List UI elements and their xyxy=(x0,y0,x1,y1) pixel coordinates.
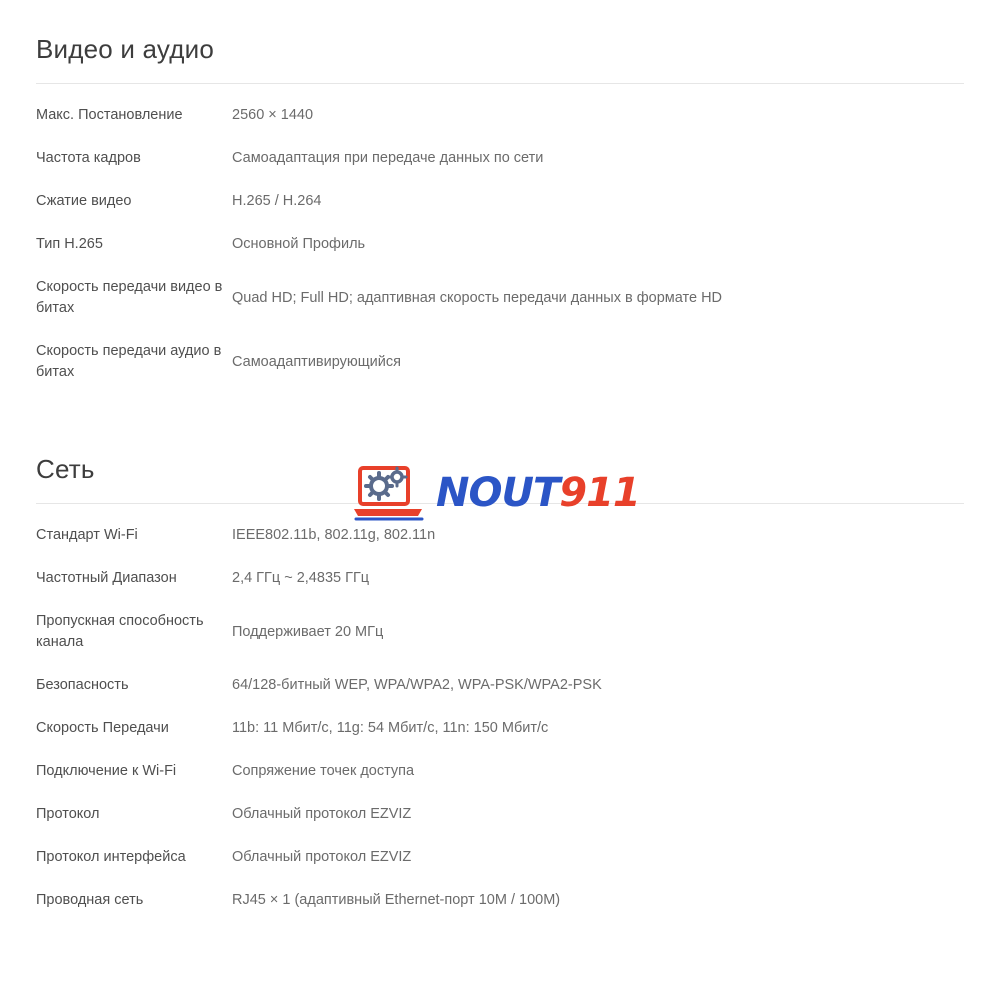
section-title: Видео и аудио xyxy=(36,34,214,64)
table-row xyxy=(36,836,964,879)
table-row xyxy=(36,879,964,922)
spec-value: H.265 / H.264 xyxy=(232,193,322,210)
section-divider xyxy=(36,83,964,84)
spec-value: Самоадаптация при передаче данных по сети xyxy=(232,150,544,167)
table-row xyxy=(36,180,964,223)
table-row xyxy=(36,707,964,750)
section-divider xyxy=(36,503,964,504)
watermark-text-main: NOUT xyxy=(436,470,560,516)
spec-table-video-audio xyxy=(36,94,964,394)
table-row xyxy=(36,793,964,836)
spec-value: 2,4 ГГц ~ 2,4835 ГГц xyxy=(232,570,370,587)
spec-value: 64/128-битный WEP, WPA/WPA2, WPA-PSK/WPA2-PSK xyxy=(232,677,602,694)
table-row xyxy=(36,137,964,180)
spec-value: Поддерживает 20 МГц xyxy=(232,623,384,640)
watermark-text-accent: 911 xyxy=(559,470,640,516)
table-row xyxy=(36,750,964,793)
table-row xyxy=(36,94,964,137)
spec-value: Основной Профиль xyxy=(232,236,366,253)
spec-value: Самоадаптивирующийся xyxy=(232,353,401,370)
spec-value: Облачный протокол EZVIZ xyxy=(232,849,412,866)
table-row xyxy=(36,223,964,266)
spec-value: Сопряжение точек доступа xyxy=(232,763,415,780)
spec-label: Скорость передачи видео в битах xyxy=(36,279,223,317)
spec-label: Пропускная способность канала xyxy=(36,613,204,651)
section-title: Сеть xyxy=(36,454,95,485)
spec-label: Протокол интерфейса xyxy=(36,849,186,866)
spec-label: Макс. Постановление xyxy=(36,107,183,123)
spec-label: Протокол xyxy=(36,806,100,823)
section-network xyxy=(36,420,964,922)
spec-value: RJ45 × 1 (адаптивный Ethernet-порт 10M / 100M) xyxy=(232,892,561,909)
spec-table-network xyxy=(36,514,964,922)
table-row xyxy=(36,514,964,557)
spec-value: Облачный протокол EZVIZ xyxy=(232,806,412,823)
spec-value: 2560 × 1440 xyxy=(232,107,314,123)
table-row xyxy=(36,600,964,664)
spec-label: Подключение к Wi-Fi xyxy=(36,763,177,780)
spec-value: IEEE802.11b, 802.11g, 802.11n xyxy=(232,527,436,544)
spec-label: Сжатие видео xyxy=(36,193,132,210)
table-row xyxy=(36,266,964,330)
spec-value: Quad HD; Full HD; адаптивная скорость передачи данных в формате HD xyxy=(232,289,723,306)
table-row xyxy=(36,664,964,707)
section-gap xyxy=(36,394,964,420)
spec-label: Безопасность xyxy=(36,677,129,694)
spec-value: 11b: 11 Мбит/с, 11g: 54 Мбит/с, 11n: 150 Мбит/с xyxy=(232,720,549,737)
spec-label: Тип H.265 xyxy=(36,236,103,253)
table-row xyxy=(36,557,964,600)
section-video-audio xyxy=(36,0,964,394)
spec-label: Частотный Диапазон xyxy=(36,570,177,587)
table-row xyxy=(36,330,964,394)
spec-label: Стандарт Wi-Fi xyxy=(36,527,138,544)
spec-label: Скорость Передачи xyxy=(36,720,169,737)
spec-label: Скорость передачи аудио в битах xyxy=(36,343,222,381)
spec-label: Частота кадров xyxy=(36,150,141,167)
spec-label: Проводная сеть xyxy=(36,892,144,909)
